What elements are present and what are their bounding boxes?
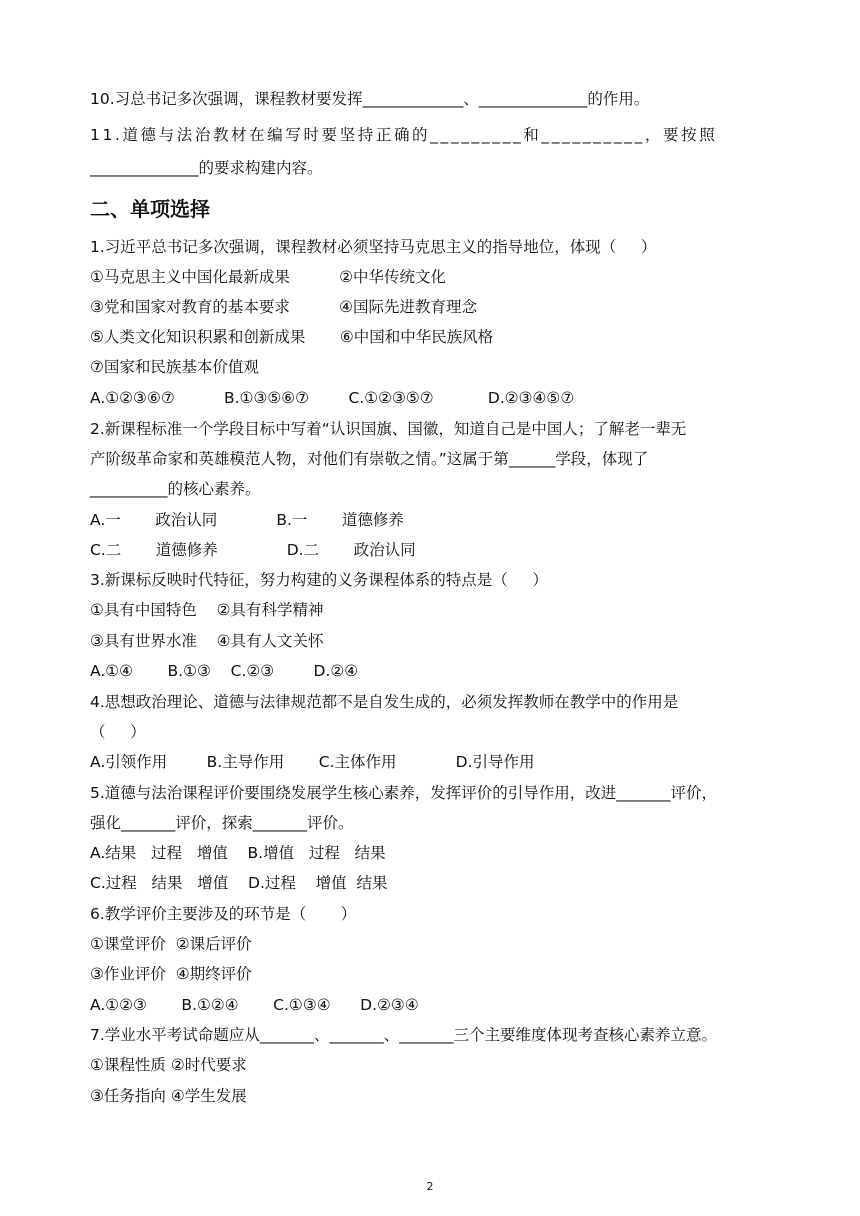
question-2-stem: 2.新课程标准一个学段目标中写着“认识国旗、国徽，知道自己是中国人；了解老一辈无 [90, 420, 687, 438]
question-1-item: ③党和国家对教育的基本要求 ④国际先进教育理念 [90, 298, 478, 316]
page-number: 2 [426, 1180, 434, 1193]
question-7-item: ③任务指向 ④学生发展 [90, 1087, 247, 1105]
question-1-options: A.①②③⑥⑦ B.①③⑤⑥⑦ C.①②③⑤⑦ D.②③④⑤⑦ [90, 389, 575, 407]
question-2-stem: 产阶级革命家和英雄模范人物，对他们有崇敬之情。”这属于第______学段，体现了 [90, 450, 649, 468]
question-4-stem: 4.思想政治理论、道德与法律规范都不是自发生成的，必须发挥教师在教学中的作用是 [90, 693, 679, 711]
question-2-stem: __________的核心素养。 [90, 480, 261, 498]
question-3-options: A.①④ B.①③ C.②③ D.②④ [90, 662, 359, 680]
fill-in-question-11-line-2: ______________的要求构建内容。 [90, 159, 323, 177]
question-4-stem: （ ） [90, 723, 146, 741]
question-2-options: A.一 政治认同 B.一 道德修养 [90, 511, 404, 529]
question-3-item: ③具有世界水准 ④具有人文关怀 [90, 632, 324, 650]
question-4-options: A.引领作用 B.主导作用 C.主体作用 D.引导作用 [90, 753, 535, 771]
question-1-item: ⑦国家和民族基本价值观 [90, 358, 259, 376]
question-5-stem: 强化_______评价，探索_______评价。 [90, 814, 354, 832]
question-5-stem: 5.道德与法治课程评价要围绕发展学生核心素养，发挥评价的引导作用，改进_______评价， [90, 784, 718, 802]
question-5-options: C.过程 结果 增值 D.过程 增值 结果 [90, 874, 388, 892]
question-1-item: ①马克思主义中国化最新成果 ②中华传统文化 [90, 268, 447, 286]
question-7-item: ①课程性质 ②时代要求 [90, 1056, 247, 1074]
section-title: 二、单项选择 [90, 197, 210, 221]
question-6-item: ①课堂评价 ②课后评价 [90, 935, 252, 953]
question-6-options: A.①②③ B.①②④ C.①③④ D.②③④ [90, 996, 419, 1014]
fill-in-question-10: 10.习总书记多次强调，课程教材要发挥_____________、______________的作用。 [90, 90, 650, 108]
question-1-item: ⑤人类文化知识积累和创新成果 ⑥中国和中华民族风格 [90, 328, 494, 346]
question-5-options: A.结果 过程 增值 B.增值 过程 结果 [90, 844, 386, 862]
question-3-stem: 3.新课标反映时代特征，努力构建的义务课程体系的特点是（ ） [90, 571, 548, 589]
question-1-stem: 1.习近平总书记多次强调，课程教材必须坚持马克思主义的指导地位，体现（ ） [90, 238, 657, 256]
fill-in-question-11-line-1: 11.道德与法治教材在编写时要坚持正确的_________和__________，要按照 [90, 126, 718, 144]
question-3-item: ①具有中国特色 ②具有科学精神 [90, 601, 324, 619]
question-6-item: ③作业评价 ④期终评价 [90, 965, 252, 983]
question-6-stem: 6.教学评价主要涉及的环节是（ ） [90, 905, 357, 923]
question-2-options: C.二 道德修养 D.二 政治认同 [90, 541, 416, 559]
question-7-stem: 7.学业水平考试命题应从_______、_______、_______三个主要维度体现考查核心素养立意。 [90, 1026, 718, 1044]
